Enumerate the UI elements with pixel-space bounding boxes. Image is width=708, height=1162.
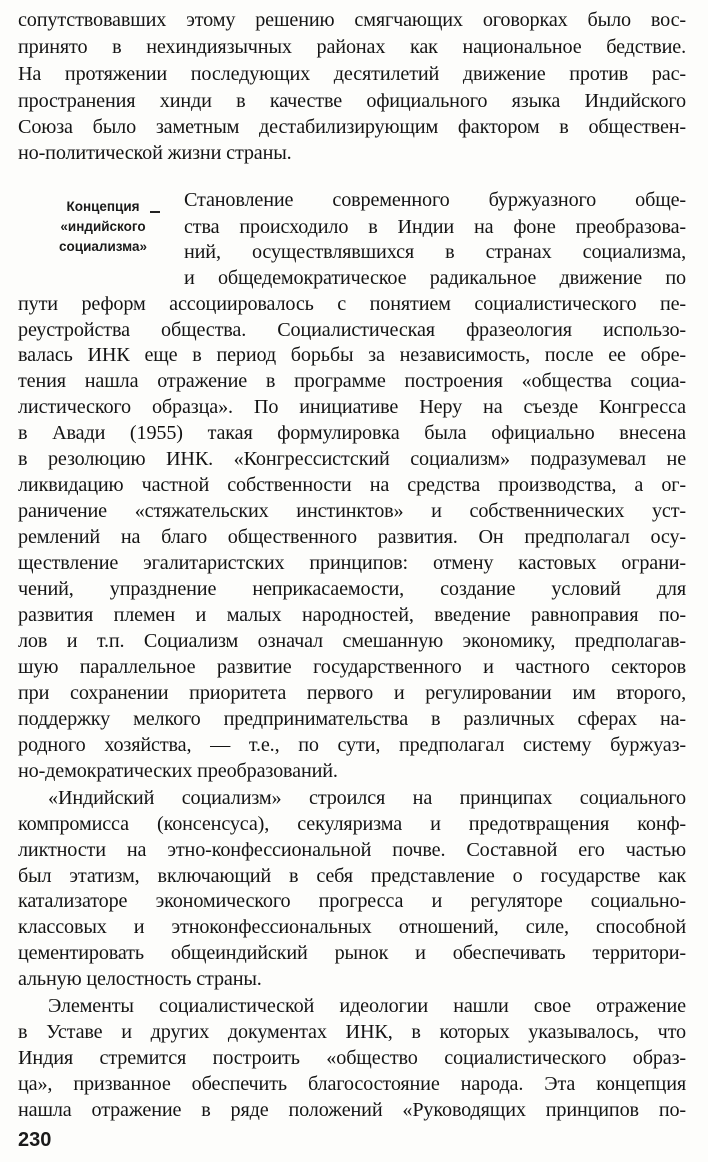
margin-heading-line: социализма» (59, 239, 147, 254)
text-line: Становление современного буржуазного обще- (184, 189, 686, 211)
text-line: ний, осуществлявшихся в странах социализма, (184, 241, 686, 263)
text-line: ремлений на благо общественного развития. Он предполагал осу- (18, 526, 686, 548)
text-line: Элементы социалистической идеологии нашли свое отражение (48, 995, 686, 1017)
text-line: шую параллельное развитие государственного и частного секторов (18, 656, 686, 678)
text-line: ца», призванное обеспечить благосостояние народа. Эта концепция (18, 1073, 686, 1095)
text-line: пути реформ ассоциировалось с понятием социалистического пе- (18, 293, 686, 315)
text-line: в резолюцию ИНК. «Конгрессистский социализм» подразумевал не (18, 448, 686, 470)
margin-heading-line: Концепция (66, 199, 140, 214)
text-line: катализаторе экономического прогресса и регуляторе социально- (18, 890, 686, 912)
text-line: Индия стремится построить «общество социалистического образ- (18, 1047, 686, 1069)
text-line: ликтности на этно-конфессиональной почве. Составной его частью (18, 839, 686, 861)
text-line: «Индийский социализм» строился на принципах социального (48, 787, 686, 809)
page-number: 230 (18, 1129, 52, 1151)
text-line: пространения хинди в качестве официального языка Индийского (18, 90, 686, 112)
text-line: но-демократических преобразований. (18, 760, 338, 782)
text-line: родного хозяйства, — т.е., по сути, предполагал систему буржуаз- (18, 734, 686, 756)
text-line: тения нашла отражение в программе построения «общества социа- (18, 370, 686, 392)
text-line: цементировать общеиндийский рынок и обеспечивать территори- (18, 942, 686, 964)
margin-heading (28, 197, 178, 257)
text-line: сопутствовавших этому решению смягчающих оговорках было вос- (18, 9, 686, 31)
text-line: ликвидацию частной собственности на средства производства, а ог- (18, 474, 686, 496)
text-line: развития племен и малых народностей, введение равноправия по- (18, 604, 686, 626)
text-line: Союза было заметным дестабилизирующим фактором в обществен- (18, 116, 686, 138)
text-line: был этатизм, включающий в себя представление о государстве как (18, 865, 686, 887)
text-line: и общедемократическое радикальное движение по (184, 267, 686, 289)
text-line: нашла отражение в ряде положений «Руководящих принципов по- (18, 1099, 686, 1121)
margin-heading-line: «индийского (60, 219, 146, 234)
text-line: реустройства общества. Социалистическая фразеология использо- (18, 319, 686, 341)
text-line: раничение «стяжательских инстинктов» и собственнических уст- (18, 500, 686, 522)
text-line: но-политической жизни страны. (18, 142, 292, 164)
text-line: листического образца». По инициативе Неру на съезде Конгресса (18, 396, 686, 418)
text-line: принято в нехиндиязычных районах как национальное бедствие. (18, 36, 686, 58)
text-line: при сохранении приоритета первого и регулировании им второго, (18, 682, 686, 704)
text-line: классовых и этноконфессиональных отношений, силе, способной (18, 916, 686, 938)
margin-dash (150, 211, 160, 213)
text-line: в Авади (1955) такая формулировка была официально внесена (18, 422, 686, 444)
text-line: альную целостность страны. (18, 968, 262, 990)
text-line: поддержку мелкого предпринимательства в различных сферах на- (18, 708, 686, 730)
text-line: лов и т.п. Социализм означал смешанную экономику, предполагав- (18, 630, 686, 652)
text-line: ществление эгалитаристских принципов: отмену кастовых ограни- (18, 552, 686, 574)
text-line: в Уставе и других документах ИНК, в которых указывалось, что (18, 1021, 686, 1043)
text-line: валась ИНК еще в период борьбы за независимость, после ее обре- (18, 344, 686, 366)
text-line: чений, упразднение неприкасаемости, создание условий для (18, 578, 686, 600)
text-line: ства происходило в Индии на фоне преобразова- (184, 216, 686, 238)
text-line: На протяжении последующих десятилетий движение против рас- (18, 63, 686, 85)
text-line: компромисса (консенсуса), секуляризма и предотвращения конф- (18, 813, 686, 835)
